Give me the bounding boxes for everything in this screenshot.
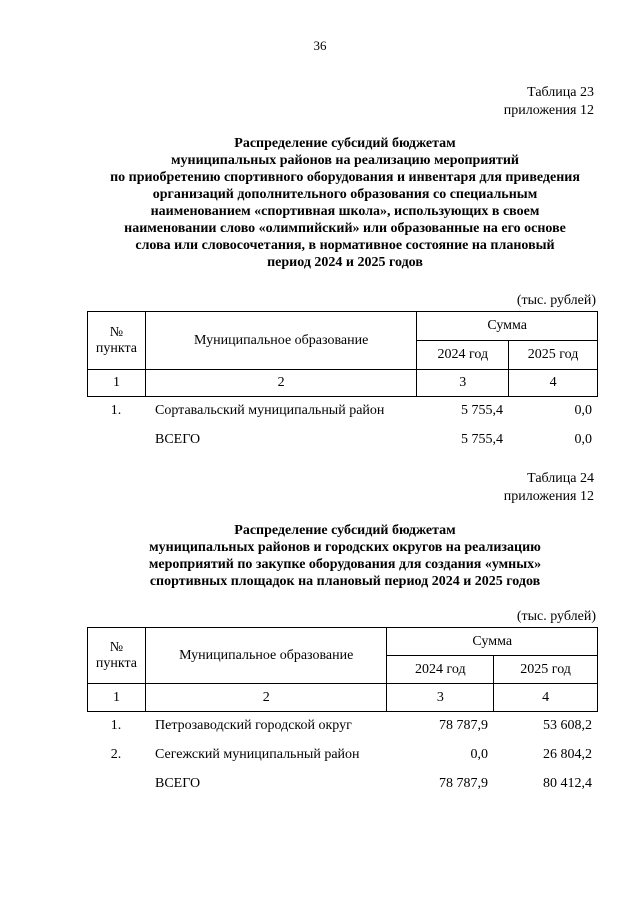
table24-title-line: спортивных площадок на плановый период 2024 и 2025 годов xyxy=(149,574,541,589)
table23-title-line: организаций дополнительного образования со специальным xyxy=(152,187,538,202)
table-row xyxy=(87,769,598,798)
table23-index-cell: 4 xyxy=(509,370,598,397)
table23-title-line: наименовании слово «олимпийский» или образованные на его основе xyxy=(124,221,566,236)
row-name: Сортавальский муниципальный район xyxy=(155,402,385,418)
row-value-2024: 0,0 xyxy=(470,746,488,762)
table23-title xyxy=(80,135,610,271)
table24-index-cell: 3 xyxy=(387,684,494,712)
table-row xyxy=(87,396,598,425)
table24-title xyxy=(80,522,610,590)
table23-index-cell: 1 xyxy=(88,370,146,397)
table24-index-cell: 4 xyxy=(494,684,598,712)
table23-header-2025: 2025 год xyxy=(509,341,598,370)
table24-header-num xyxy=(88,628,146,684)
table24-body xyxy=(87,711,598,798)
table23-ref-line2: приложения 12 xyxy=(503,103,594,118)
table24-header-2025: 2025 год xyxy=(494,656,598,684)
row-num: 1. xyxy=(110,717,122,733)
row-value-2024: 78 787,9 xyxy=(439,775,488,791)
table24-header-sum: Сумма xyxy=(387,628,598,656)
table24-index-cell: 1 xyxy=(88,684,146,712)
table23-header-grid xyxy=(87,311,598,397)
table23-title-line: муниципальных районов на реализацию мероприятий xyxy=(171,153,519,168)
row-num: 2. xyxy=(110,746,122,762)
row-name: ВСЕГО xyxy=(155,775,201,791)
row-num xyxy=(87,425,145,454)
table23-title-line: наименованием «спортивная школа», использующих в своем xyxy=(150,204,540,219)
row-value-2025: 26 804,2 xyxy=(543,746,592,762)
row-num: 1. xyxy=(110,402,122,418)
table23-title-line: по приобретению спортивного оборудования и инвентаря для приведения xyxy=(110,170,580,185)
row-value-2024: 5 755,4 xyxy=(461,402,503,418)
table24-header-2024: 2024 год xyxy=(387,656,494,684)
table23-body xyxy=(87,396,598,454)
table24-title-line: мероприятий по закупке оборудования для создания «умных» xyxy=(148,557,542,572)
table-row xyxy=(87,425,598,454)
table-row xyxy=(87,711,598,740)
table23-title-line: Распределение субсидий бюджетам xyxy=(234,136,456,151)
row-value-2024: 5 755,4 xyxy=(461,431,503,447)
table23-unit: (тыс. рублей) xyxy=(516,293,596,308)
table24-title-line: муниципальных районов и городских округов на реализацию xyxy=(149,540,541,555)
row-value-2025: 80 412,4 xyxy=(543,775,592,791)
page-number: 36 xyxy=(313,38,327,53)
table24-ref-line2: приложения 12 xyxy=(503,489,594,504)
header-num-label: № пункта xyxy=(95,324,138,356)
table24-reference xyxy=(504,470,594,506)
table24-header-name: Муниципальное образование xyxy=(145,628,387,684)
row-num xyxy=(87,769,145,798)
row-value-2024: 78 787,9 xyxy=(439,717,488,733)
table-row xyxy=(87,740,598,769)
table23-header-num xyxy=(88,312,146,370)
table23-header-name: Муниципальное образование xyxy=(145,312,416,370)
row-value-2025: 0,0 xyxy=(574,402,592,418)
table24-header-grid xyxy=(87,627,598,712)
table23-header-2024: 2024 год xyxy=(417,341,509,370)
row-name: ВСЕГО xyxy=(155,431,201,447)
table23-title-line: период 2024 и 2025 годов xyxy=(267,255,423,270)
table23-header-sum: Сумма xyxy=(417,312,598,341)
row-value-2025: 53 608,2 xyxy=(543,717,592,733)
row-value-2025: 0,0 xyxy=(574,431,592,447)
table23-reference xyxy=(504,84,594,120)
table23-title-line: слова или словосочетания, в нормативное состояние на плановый xyxy=(135,238,555,253)
row-name: Петрозаводский городской округ xyxy=(155,717,352,733)
row-name: Сегежский муниципальный район xyxy=(155,746,360,762)
table24-unit: (тыс. рублей) xyxy=(516,609,596,624)
table24-index-cell: 2 xyxy=(145,684,387,712)
table23-index-cell: 3 xyxy=(417,370,509,397)
header-num-label: № пункта xyxy=(95,639,138,671)
table23-index-cell: 2 xyxy=(145,370,416,397)
table24-title-line: Распределение субсидий бюджетам xyxy=(234,523,456,538)
table23-ref-line1: Таблица 23 xyxy=(527,85,594,100)
table24-ref-line1: Таблица 24 xyxy=(527,471,594,486)
